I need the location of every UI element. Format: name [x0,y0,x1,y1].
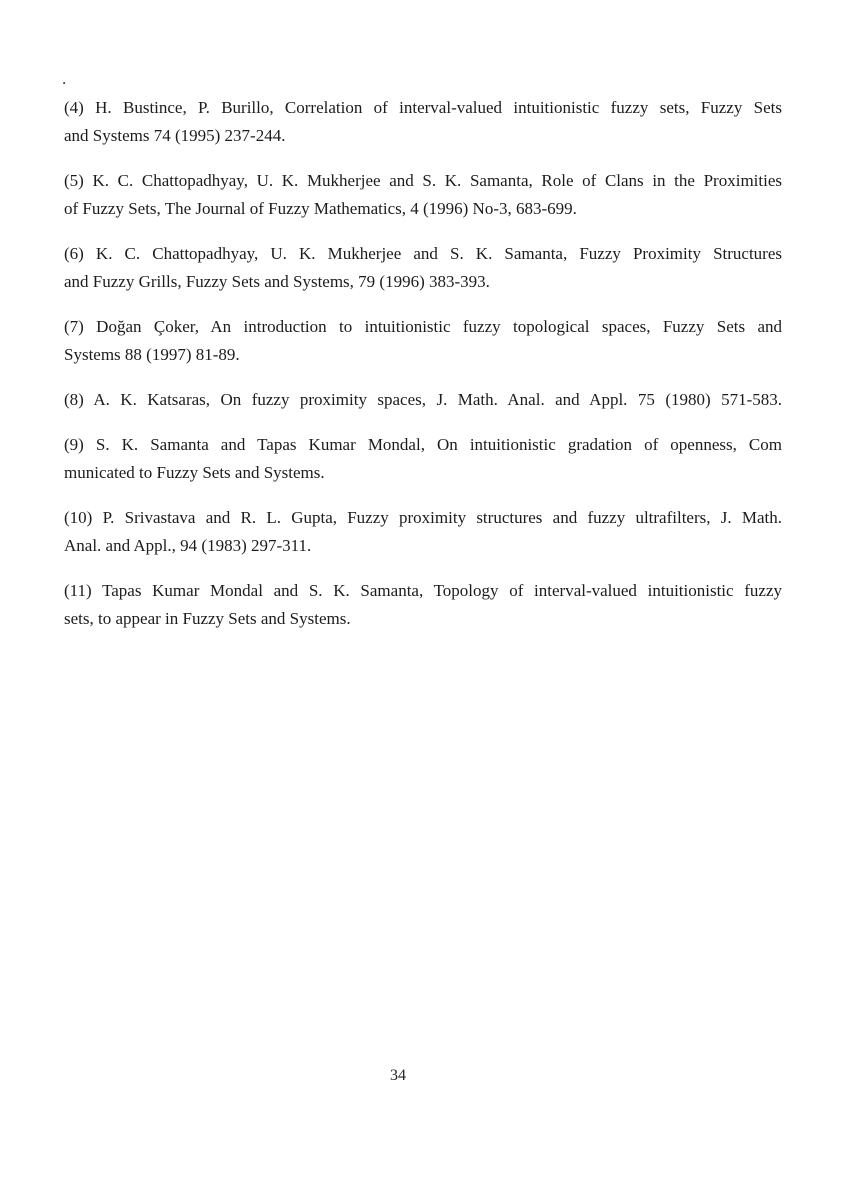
reference-line: and Fuzzy Grills, Fuzzy Sets and Systems, 79 (1996) 383-393. [64,272,490,291]
reference-line: (9) S. K. Samanta and Tapas Kumar Mondal, On intuitionistic gradation of openness, Com [64,435,782,454]
reference-line: of Fuzzy Sets, The Journal of Fuzzy Mathematics, 4 (1996) No-3, 683-699. [64,199,577,218]
reference-item [64,386,782,414]
reference-line: (8) A. K. Katsaras, On fuzzy proximity spaces, J. Math. Anal. and Appl. 75 (1980) 571-583. [64,390,782,409]
reference-line: (6) K. C. Chattopadhyay, U. K. Mukherjee and S. K. Samanta, Fuzzy Proximity Structures [64,244,782,263]
reference-line: municated to Fuzzy Sets and Systems. [64,463,325,482]
reference-list [64,94,782,650]
reference-item [64,313,782,369]
reference-item [64,431,782,487]
stray-period-mark: . [62,69,67,88]
reference-line: (10) P. Srivastava and R. L. Gupta, Fuzzy proximity structures and fuzzy ultrafilters, J. Math. [64,508,782,527]
reference-line: Anal. and Appl., 94 (1983) 297-311. [64,536,312,555]
reference-item [64,240,782,296]
reference-item [64,167,782,223]
reference-line: sets, to appear in Fuzzy Sets and Systems. [64,609,351,628]
reference-line: (4) H. Bustince, P. Burillo, Correlation of interval-valued intuitionistic fuzzy sets, Fuzzy Sets [64,98,782,117]
reference-item [64,504,782,560]
reference-line: (5) K. C. Chattopadhyay, U. K. Mukherjee and S. K. Samanta, Role of Clans in the Proximities [64,171,782,190]
reference-line: (11) Tapas Kumar Mondal and S. K. Samanta, Topology of interval-valued intuitionistic fuzzy [64,581,782,600]
reference-line: and Systems 74 (1995) 237-244. [64,126,286,145]
page-number: 34 [390,1067,406,1084]
reference-line: Systems 88 (1997) 81-89. [64,345,240,364]
reference-item [64,94,782,150]
reference-line: (7) Doğan Çoker, An introduction to intuitionistic fuzzy topological spaces, Fuzzy Sets and [64,317,782,336]
reference-item [64,577,782,633]
